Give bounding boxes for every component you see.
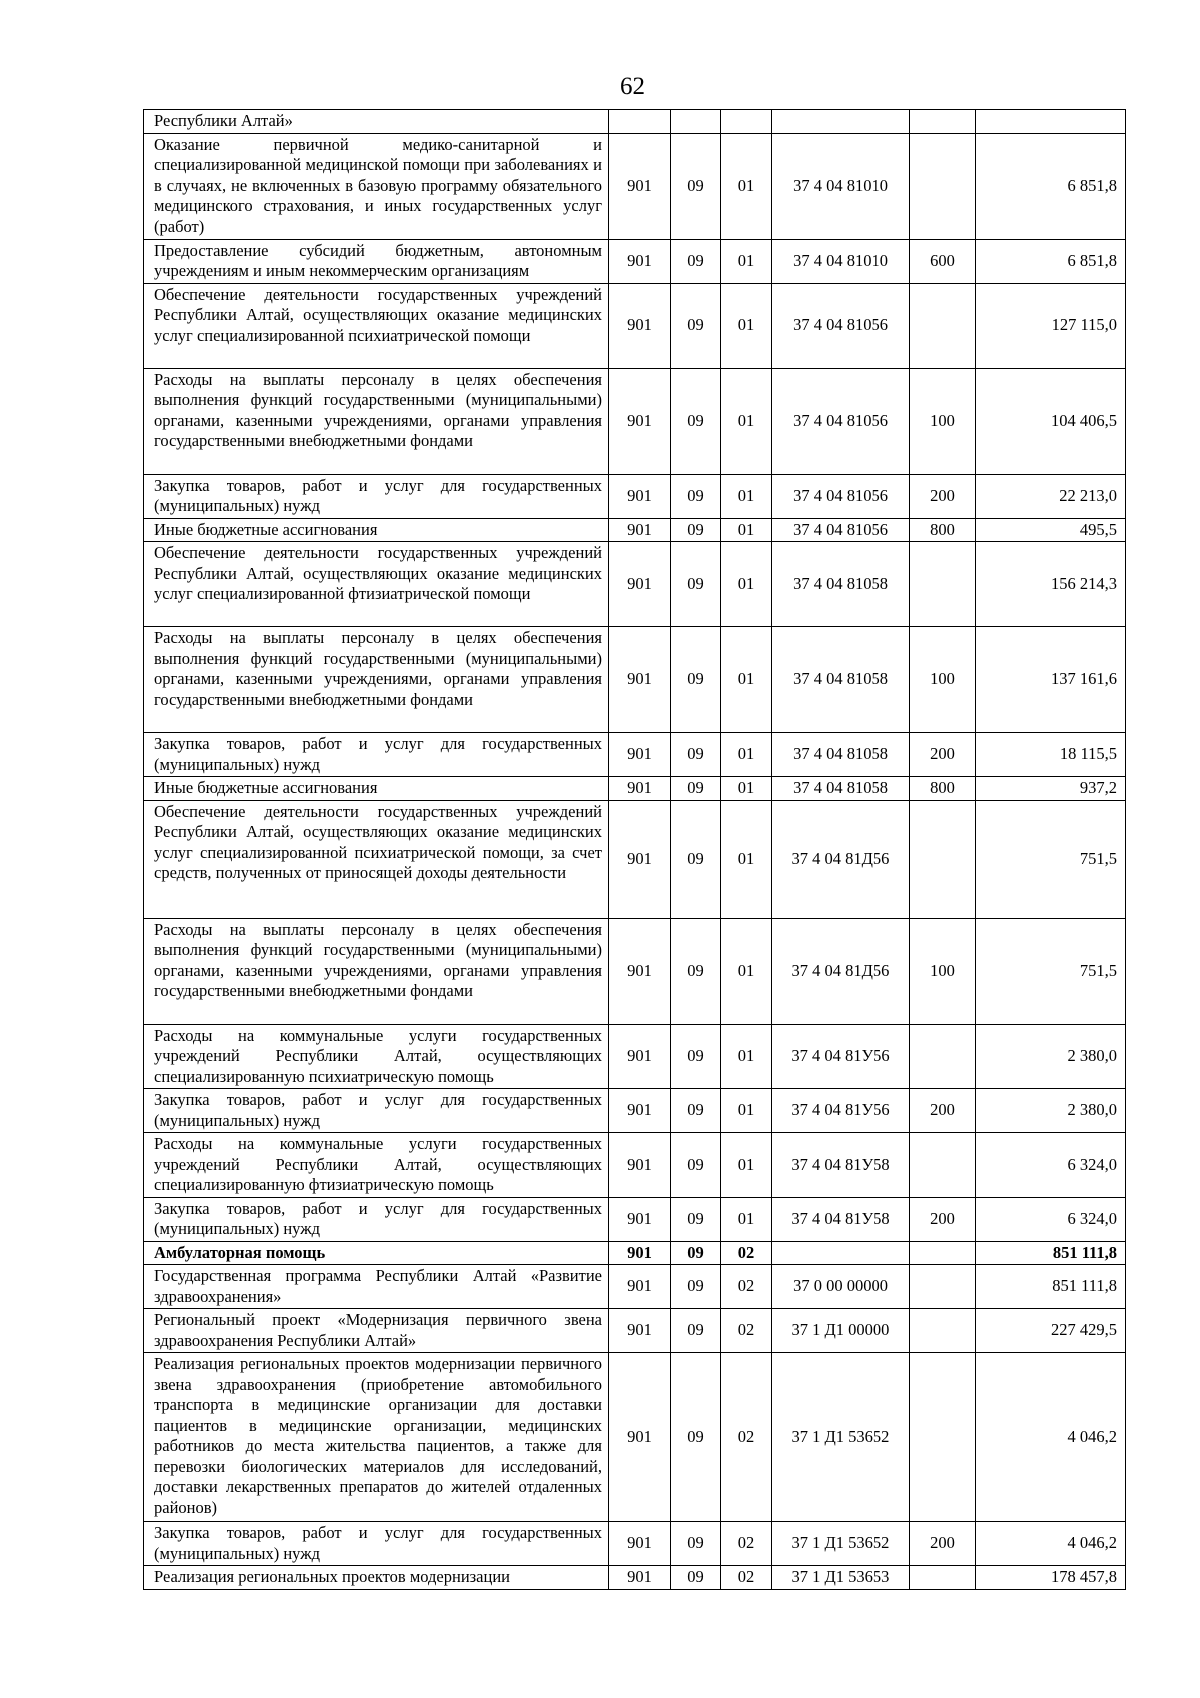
ministry-code	[609, 110, 671, 134]
section-code: 09	[671, 800, 721, 918]
row-description: Расходы на выплаты персоналу в целях обеспечения выполнения функций государственными (муниципальными) органами, казенными учреждениями, органами управления государственными внебюджетными фондами	[144, 368, 609, 474]
budget-table	[143, 109, 1126, 1590]
target-article-code	[772, 1241, 910, 1265]
target-article-code: 37 4 04 81058	[772, 627, 910, 733]
section-code: 09	[671, 283, 721, 368]
section-code: 09	[671, 1309, 721, 1353]
row-description: Региональный проект «Модернизация первичного звена здравоохранения Республики Алтай»	[144, 1309, 609, 1353]
section-code: 09	[671, 1133, 721, 1198]
ministry-code: 901	[609, 1197, 671, 1241]
section-code: 09	[671, 1089, 721, 1133]
section-code: 09	[671, 542, 721, 627]
section-code: 09	[671, 1024, 721, 1089]
table-body	[144, 110, 1126, 1590]
section-code: 09	[671, 239, 721, 283]
amount: 6 324,0	[976, 1133, 1126, 1198]
expense-type-code	[910, 1133, 976, 1198]
ministry-code: 901	[609, 918, 671, 1024]
expense-type-code	[910, 110, 976, 134]
expense-type-code: 100	[910, 368, 976, 474]
ministry-code: 901	[609, 518, 671, 542]
section-code: 09	[671, 518, 721, 542]
row-description: Реализация региональных проектов модернизации	[144, 1566, 609, 1590]
subsection-code: 02	[721, 1265, 772, 1309]
row-description: Закупка товаров, работ и услуг для государственных (муниципальных) нужд	[144, 1522, 609, 1566]
table-row	[144, 133, 1126, 239]
target-article-code: 37 4 04 81056	[772, 283, 910, 368]
subsection-code: 01	[721, 239, 772, 283]
subsection-code: 02	[721, 1566, 772, 1590]
section-code: 09	[671, 1566, 721, 1590]
expense-type-code	[910, 1309, 976, 1353]
amount	[976, 110, 1126, 134]
expense-type-code	[910, 1566, 976, 1590]
target-article-code: 37 4 04 81У58	[772, 1133, 910, 1198]
expense-type-code	[910, 1265, 976, 1309]
row-description: Предоставление субсидий бюджетным, автономным учреждениям и иным некоммерческим организациям	[144, 239, 609, 283]
expense-type-code: 600	[910, 239, 976, 283]
ministry-code: 901	[609, 1133, 671, 1198]
section-code: 09	[671, 1241, 721, 1265]
table-row	[144, 800, 1126, 918]
subsection-code: 01	[721, 474, 772, 518]
expense-type-code: 100	[910, 627, 976, 733]
target-article-code: 37 0 00 00000	[772, 1265, 910, 1309]
amount: 937,2	[976, 777, 1126, 801]
subsection-code: 01	[721, 368, 772, 474]
section-code: 09	[671, 1522, 721, 1566]
target-article-code: 37 4 04 81058	[772, 777, 910, 801]
amount: 2 380,0	[976, 1024, 1126, 1089]
target-article-code: 37 4 04 81У56	[772, 1024, 910, 1089]
row-description: Расходы на коммунальные услуги государственных учреждений Республики Алтай, осуществляющих специализированную фтизиатрическую помощь	[144, 1133, 609, 1198]
table-row	[144, 1566, 1126, 1590]
row-description: Республики Алтай»	[144, 110, 609, 134]
ministry-code: 901	[609, 1241, 671, 1265]
subsection-code: 01	[721, 627, 772, 733]
subsection-code: 01	[721, 1197, 772, 1241]
amount: 127 115,0	[976, 283, 1126, 368]
ministry-code: 901	[609, 627, 671, 733]
amount: 4 046,2	[976, 1353, 1126, 1522]
amount: 851 111,8	[976, 1265, 1126, 1309]
row-description: Обеспечение деятельности государственных учреждений Республики Алтай, осуществляющих оказание медицинских услуг специализированной фтизиатрической помощи	[144, 542, 609, 627]
section-code: 09	[671, 777, 721, 801]
section-code: 09	[671, 918, 721, 1024]
expense-type-code	[910, 800, 976, 918]
row-description: Государственная программа Республики Алтай «Развитие здравоохранения»	[144, 1265, 609, 1309]
target-article-code: 37 1 Д1 00000	[772, 1309, 910, 1353]
ministry-code: 901	[609, 368, 671, 474]
row-description: Иные бюджетные ассигнования	[144, 777, 609, 801]
row-description: Закупка товаров, работ и услуг для государственных (муниципальных) нужд	[144, 733, 609, 777]
amount: 6 851,8	[976, 133, 1126, 239]
ministry-code: 901	[609, 133, 671, 239]
table-row	[144, 1241, 1126, 1265]
subsection-code	[721, 110, 772, 134]
ministry-code: 901	[609, 1024, 671, 1089]
target-article-code: 37 4 04 81У56	[772, 1089, 910, 1133]
table-row	[144, 368, 1126, 474]
ministry-code: 901	[609, 474, 671, 518]
subsection-code: 02	[721, 1309, 772, 1353]
expense-type-code	[910, 1024, 976, 1089]
expense-type-code: 200	[910, 1089, 976, 1133]
ministry-code: 901	[609, 1522, 671, 1566]
ministry-code: 901	[609, 283, 671, 368]
expense-type-code	[910, 1353, 976, 1522]
ministry-code: 901	[609, 800, 671, 918]
amount: 178 457,8	[976, 1566, 1126, 1590]
table-row	[144, 239, 1126, 283]
expense-type-code: 200	[910, 1197, 976, 1241]
ministry-code: 901	[609, 1265, 671, 1309]
row-description: Обеспечение деятельности государственных учреждений Республики Алтай, осуществляющих оказание медицинских услуг специализированной психиатрической помощи	[144, 283, 609, 368]
expense-type-code	[910, 133, 976, 239]
amount: 137 161,6	[976, 627, 1126, 733]
amount: 18 115,5	[976, 733, 1126, 777]
row-description: Реализация региональных проектов модернизации первичного звена здравоохранения (приобретение автомобильного транспорта в медицинские организации для доставки пациентов в медицинские организации, медицинских работников до места жительства пациентов, а также для перевозки биологических материалов для исследований, доставки лекарственных препаратов до жителей отдаленных районов)	[144, 1353, 609, 1522]
amount: 22 213,0	[976, 474, 1126, 518]
amount: 495,5	[976, 518, 1126, 542]
ministry-code: 901	[609, 1353, 671, 1522]
subsection-code: 01	[721, 518, 772, 542]
amount: 751,5	[976, 800, 1126, 918]
amount: 4 046,2	[976, 1522, 1126, 1566]
amount: 6 324,0	[976, 1197, 1126, 1241]
expense-type-code: 200	[910, 1522, 976, 1566]
section-code: 09	[671, 474, 721, 518]
amount: 227 429,5	[976, 1309, 1126, 1353]
target-article-code: 37 4 04 81056	[772, 474, 910, 518]
subsection-code: 01	[721, 777, 772, 801]
amount: 6 851,8	[976, 239, 1126, 283]
ministry-code: 901	[609, 777, 671, 801]
target-article-code: 37 4 04 81056	[772, 368, 910, 474]
row-description: Оказание первичной медико-санитарной и специализированной медицинской помощи при заболеваниях и в случаях, не включенных в базовую программу обязательного медицинского страхования, и иных государственных услуг (работ)	[144, 133, 609, 239]
table-row	[144, 1024, 1126, 1089]
target-article-code: 37 4 04 81056	[772, 518, 910, 542]
row-description: Расходы на коммунальные услуги государственных учреждений Республики Алтай, осуществляющих специализированную психиатрическую помощь	[144, 1024, 609, 1089]
table-row	[144, 1309, 1126, 1353]
row-description: Закупка товаров, работ и услуг для государственных (муниципальных) нужд	[144, 474, 609, 518]
table-row	[144, 283, 1126, 368]
section-code: 09	[671, 1265, 721, 1309]
target-article-code: 37 4 04 81У58	[772, 1197, 910, 1241]
ministry-code: 901	[609, 1309, 671, 1353]
ministry-code: 901	[609, 733, 671, 777]
section-code: 09	[671, 1353, 721, 1522]
row-description: Расходы на выплаты персоналу в целях обеспечения выполнения функций государственными (муниципальными) органами, казенными учреждениями, органами управления государственными внебюджетными фондами	[144, 918, 609, 1024]
ministry-code: 901	[609, 239, 671, 283]
expense-type-code: 200	[910, 474, 976, 518]
expense-type-code: 800	[910, 518, 976, 542]
subsection-code: 01	[721, 133, 772, 239]
section-code: 09	[671, 1197, 721, 1241]
target-article-code: 37 4 04 81010	[772, 133, 910, 239]
section-code: 09	[671, 627, 721, 733]
subsection-code: 02	[721, 1522, 772, 1566]
ministry-code: 901	[609, 1566, 671, 1590]
table-row	[144, 777, 1126, 801]
page-number: 62	[620, 73, 645, 100]
amount: 851 111,8	[976, 1241, 1126, 1265]
target-article-code: 37 1 Д1 53652	[772, 1353, 910, 1522]
table-row	[144, 733, 1126, 777]
expense-type-code	[910, 283, 976, 368]
target-article-code: 37 4 04 81010	[772, 239, 910, 283]
subsection-code: 01	[721, 1089, 772, 1133]
amount: 751,5	[976, 918, 1126, 1024]
expense-type-code	[910, 542, 976, 627]
table-row	[144, 1133, 1126, 1198]
expense-type-code	[910, 1241, 976, 1265]
table-row	[144, 1089, 1126, 1133]
subsection-code: 01	[721, 733, 772, 777]
amount: 104 406,5	[976, 368, 1126, 474]
target-article-code: 37 1 Д1 53652	[772, 1522, 910, 1566]
section-code: 09	[671, 133, 721, 239]
section-code: 09	[671, 733, 721, 777]
subsection-code: 02	[721, 1241, 772, 1265]
row-description: Закупка товаров, работ и услуг для государственных (муниципальных) нужд	[144, 1089, 609, 1133]
row-description: Расходы на выплаты персоналу в целях обеспечения выполнения функций государственными (муниципальными) органами, казенными учреждениями, органами управления государственными внебюджетными фондами	[144, 627, 609, 733]
subsection-code: 01	[721, 1024, 772, 1089]
row-description: Обеспечение деятельности государственных учреждений Республики Алтай, осуществляющих оказание медицинских услуг специализированной психиатрической помощи, за счет средств, полученных от приносящей доходы деятельности	[144, 800, 609, 918]
target-article-code: 37 4 04 81058	[772, 733, 910, 777]
ministry-code: 901	[609, 1089, 671, 1133]
subsection-code: 01	[721, 1133, 772, 1198]
amount: 156 214,3	[976, 542, 1126, 627]
table-row	[144, 1197, 1126, 1241]
subsection-code: 01	[721, 283, 772, 368]
row-description: Закупка товаров, работ и услуг для государственных (муниципальных) нужд	[144, 1197, 609, 1241]
subsection-code: 01	[721, 542, 772, 627]
table-row	[144, 518, 1126, 542]
table-row	[144, 627, 1126, 733]
table-row	[144, 1265, 1126, 1309]
section-code	[671, 110, 721, 134]
table-row	[144, 110, 1126, 134]
ministry-code: 901	[609, 542, 671, 627]
table-row	[144, 1522, 1126, 1566]
target-article-code: 37 4 04 81Д56	[772, 800, 910, 918]
table-row	[144, 542, 1126, 627]
target-article-code: 37 1 Д1 53653	[772, 1566, 910, 1590]
row-description: Иные бюджетные ассигнования	[144, 518, 609, 542]
table-row	[144, 1353, 1126, 1522]
subsection-code: 01	[721, 918, 772, 1024]
expense-type-code: 100	[910, 918, 976, 1024]
row-description: Амбулаторная помощь	[144, 1241, 609, 1265]
expense-type-code: 200	[910, 733, 976, 777]
subsection-code: 01	[721, 800, 772, 918]
subsection-code: 02	[721, 1353, 772, 1522]
target-article-code: 37 4 04 81058	[772, 542, 910, 627]
section-code: 09	[671, 368, 721, 474]
expense-type-code: 800	[910, 777, 976, 801]
amount: 2 380,0	[976, 1089, 1126, 1133]
table-row	[144, 474, 1126, 518]
target-article-code	[772, 110, 910, 134]
target-article-code: 37 4 04 81Д56	[772, 918, 910, 1024]
table-row	[144, 918, 1126, 1024]
